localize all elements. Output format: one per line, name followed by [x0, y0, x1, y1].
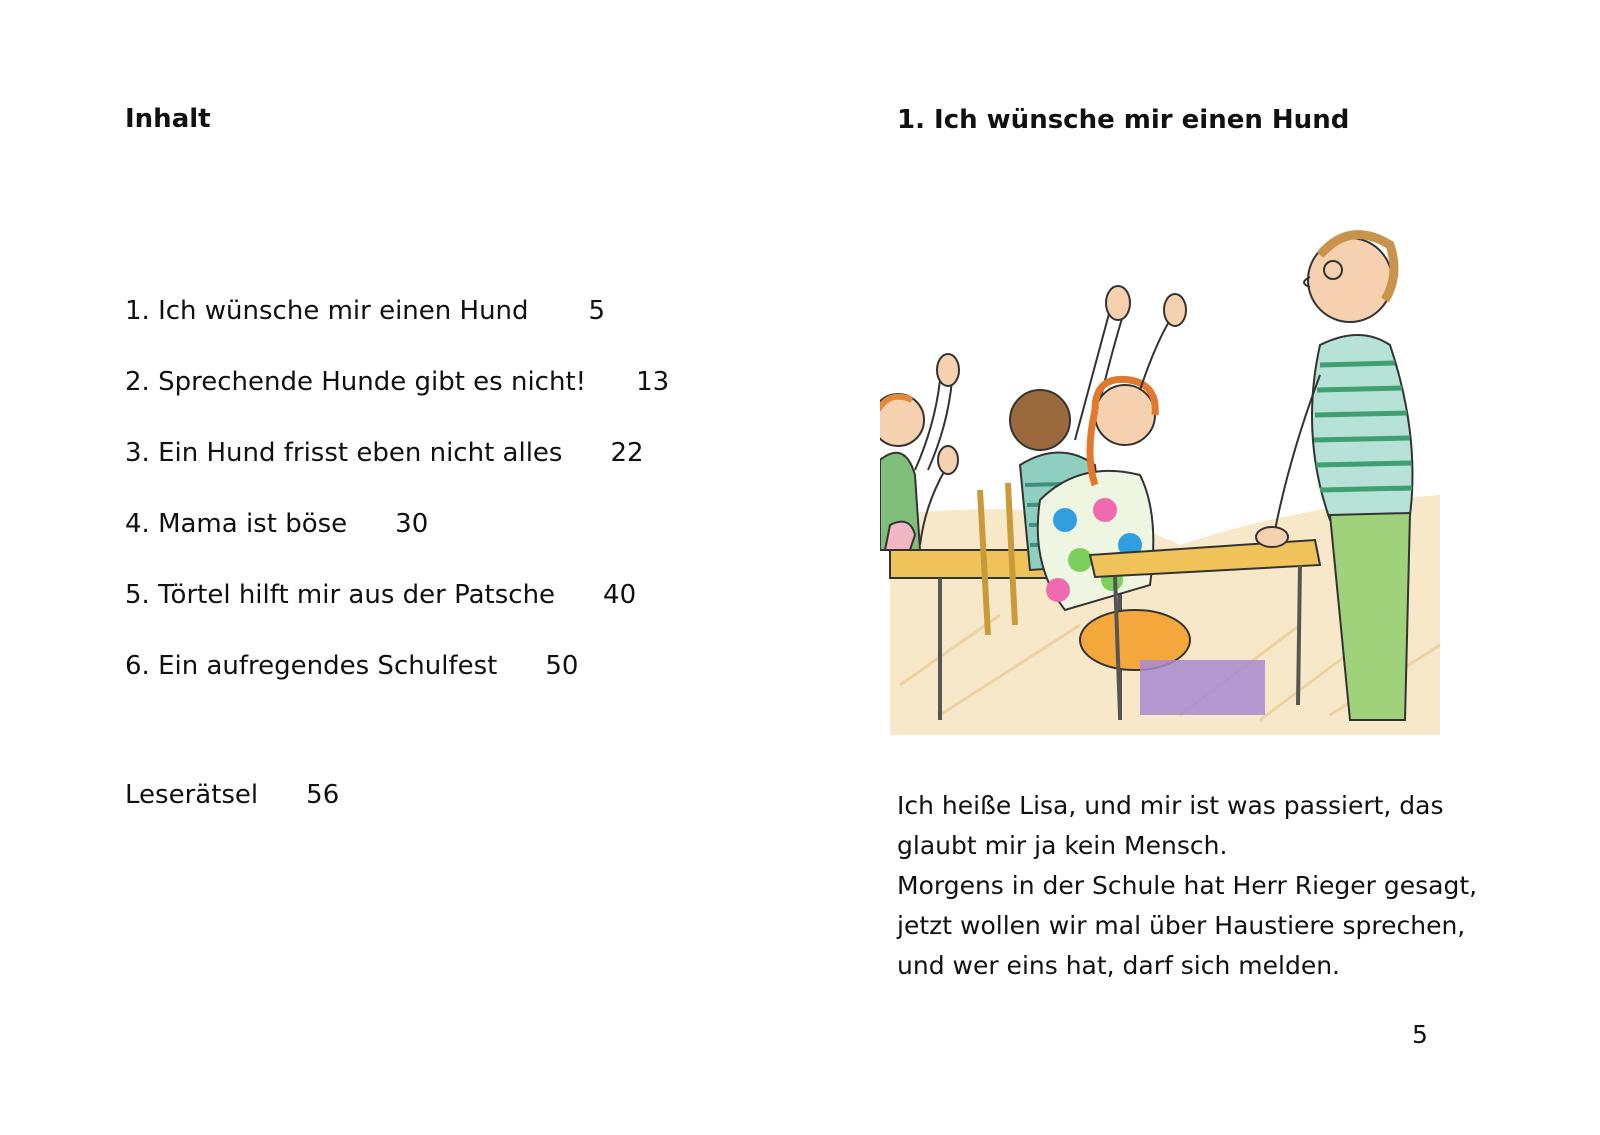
purple-box: [1140, 660, 1265, 715]
raised-hand: [1106, 286, 1130, 320]
page-number: 5: [1412, 1020, 1428, 1049]
toc-entry-page: 56: [306, 780, 340, 810]
body-line: jetzt wollen wir mal über Haustiere sprechen,: [897, 911, 1466, 940]
toc-entry-page: 5: [588, 296, 606, 326]
toc-entry[interactable]: [125, 509, 669, 580]
toc-entry-title: 5. Törtel hilft mir aus der Patsche: [125, 580, 556, 610]
chapter-body-text: [897, 786, 1497, 986]
raised-hand: [937, 354, 959, 386]
dress-flower: [1068, 548, 1092, 572]
right-page: [800, 0, 1600, 1135]
toc-entry-title: 1. Ich wünsche mir einen Hund: [125, 296, 529, 326]
body-line: Ich heiße Lisa, und mir ist was passiert, das: [897, 791, 1444, 820]
chapter-heading: 1. Ich wünsche mir einen Hund: [897, 105, 1350, 135]
body-line: Morgens in der Schule hat Herr Rieger gesagt,: [897, 871, 1478, 900]
toc-entry[interactable]: [125, 580, 669, 651]
raised-arm: [1140, 320, 1170, 390]
body-line: glaubt mir ja kein Mensch.: [897, 831, 1228, 860]
dress-flower: [1053, 508, 1077, 532]
table-of-contents: [125, 296, 669, 722]
body-line: und wer eins hat, darf sich melden.: [897, 951, 1341, 980]
toc-entry-page: 40: [603, 580, 637, 610]
toc-entry-page: 30: [395, 509, 429, 539]
toc-entry[interactable]: [125, 296, 669, 367]
toc-entry-puzzle[interactable]: [125, 780, 339, 810]
toc-entry-title: 2. Sprechende Hunde gibt es nicht!: [125, 367, 587, 397]
teacher-hand: [1256, 527, 1288, 547]
toc-entry-page: 22: [610, 438, 644, 468]
boy-pink-arm: [885, 522, 915, 550]
classroom-illustration: [880, 215, 1450, 740]
raised-hand: [938, 446, 958, 474]
desk-front-leg: [1298, 565, 1300, 705]
toc-entry[interactable]: [125, 438, 669, 509]
dress-flower: [1093, 498, 1117, 522]
kid-curly-hair: [1010, 390, 1070, 450]
toc-entry-title: 3. Ein Hund frisst eben nicht alles: [125, 438, 563, 468]
toc-heading: Inhalt: [125, 104, 211, 134]
raised-hand: [1164, 294, 1186, 326]
toc-entry-title: Leserätsel: [125, 780, 259, 810]
lisa-head: [1095, 385, 1155, 445]
dress-flower: [1046, 578, 1070, 602]
toc-entry[interactable]: [125, 651, 669, 722]
toc-entry-page: 13: [636, 367, 670, 397]
toc-entry-page: 50: [545, 651, 579, 681]
toc-entry-title: 4. Mama ist böse: [125, 509, 348, 539]
toc-entry[interactable]: [125, 367, 669, 438]
toc-entry-title: 6. Ein aufregendes Schulfest: [125, 651, 498, 681]
